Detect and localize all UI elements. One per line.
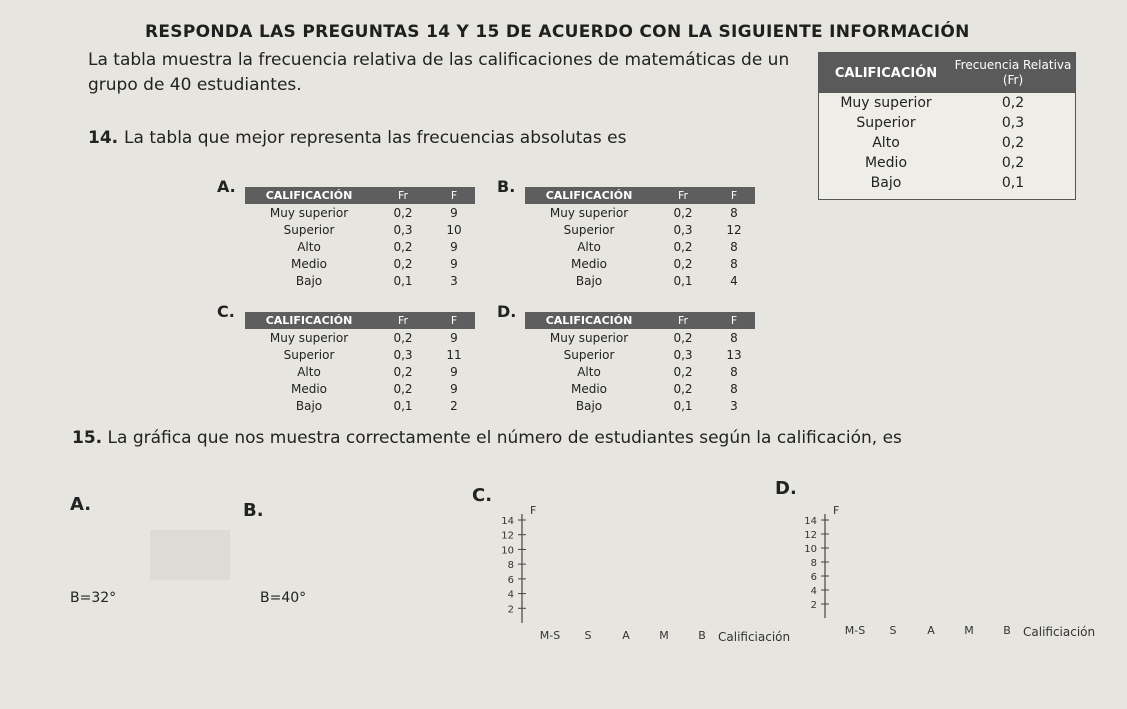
x-tick-label: B <box>1003 624 1011 637</box>
y-axis-label: F <box>530 504 537 517</box>
question-14-number: 14. <box>88 128 119 148</box>
col-calificacion: CALIFICACIÓN <box>265 189 353 202</box>
question-15-number: 15. <box>72 428 103 448</box>
cell: Bajo <box>295 273 323 288</box>
x-tick-label: M <box>659 629 669 642</box>
cell: 9 <box>450 239 458 254</box>
row-fr: 0,2 <box>1001 135 1025 151</box>
table-row <box>819 113 1075 133</box>
x-tick-label: M <box>964 624 974 637</box>
reference-table <box>818 52 1076 200</box>
col-calificacion: CALIFICACIÓN <box>545 314 633 327</box>
option-table-header <box>245 312 475 329</box>
option-letter: A. <box>217 177 236 196</box>
graph-option-b-letter[interactable]: B. <box>243 500 264 521</box>
col-f: F <box>450 314 458 327</box>
table-row <box>819 153 1075 173</box>
cell: 8 <box>730 330 738 345</box>
row-calificacion: Alto <box>872 135 900 151</box>
table-row <box>245 221 475 238</box>
cell: Medio <box>570 381 608 396</box>
cell: Muy superior <box>549 330 629 345</box>
table-row <box>245 397 475 414</box>
table-row <box>819 173 1075 193</box>
x-tick-label: A <box>927 624 935 637</box>
cell: 0,3 <box>393 347 413 362</box>
cell: 0,2 <box>673 364 693 379</box>
table-row <box>245 255 475 272</box>
table-row <box>525 363 755 380</box>
x-tick-label: M-S <box>844 624 866 637</box>
x-tick-label: M-S <box>539 629 561 642</box>
table-row <box>245 363 475 380</box>
question-15 <box>72 428 902 448</box>
col-calificacion: CALIFICACIÓN <box>265 314 353 327</box>
cell: Superior <box>283 347 335 362</box>
option-table-c[interactable] <box>217 302 475 414</box>
cell: 0,2 <box>393 381 413 396</box>
y-tick-label: 4 <box>507 589 514 601</box>
cell: Muy superior <box>269 330 349 345</box>
table-row <box>525 380 755 397</box>
option-letter: B. <box>497 177 516 196</box>
cell: 13 <box>726 347 742 362</box>
row-fr: 0,1 <box>1001 175 1025 191</box>
option-letter: D. <box>497 302 517 321</box>
option-table-header <box>525 187 755 204</box>
cell: 0,1 <box>673 273 693 288</box>
cell: 8 <box>730 256 738 271</box>
question-15-text: La gráfica que nos muestra correctamente el número de estudiantes según la calificación, es <box>107 428 902 448</box>
cell: 0,3 <box>673 347 693 362</box>
cell: 8 <box>730 205 738 220</box>
row-calificacion: Bajo <box>870 175 902 191</box>
option-table-a[interactable] <box>217 177 475 289</box>
row-calificacion: Medio <box>864 155 908 171</box>
table-row <box>525 329 755 346</box>
y-tick-label: 6 <box>507 574 514 586</box>
cell: Medio <box>570 256 608 271</box>
cell: 0,3 <box>673 222 693 237</box>
question-14 <box>88 128 626 148</box>
cell: 2 <box>450 398 458 413</box>
col-f: F <box>730 189 738 202</box>
table-row <box>525 397 755 414</box>
col-fr: Fr <box>397 314 409 327</box>
cell: Alto <box>297 239 321 254</box>
faded-graph-a <box>150 530 230 580</box>
table-row <box>245 272 475 289</box>
cell: 0,3 <box>393 222 413 237</box>
cell: Superior <box>283 222 335 237</box>
col-fr: Fr <box>397 189 409 202</box>
y-tick-label: 6 <box>810 572 817 583</box>
y-tick-label: 8 <box>507 560 514 572</box>
cell: 0,2 <box>393 330 413 345</box>
row-calificacion: Superior <box>856 115 916 131</box>
cell: 8 <box>730 381 738 396</box>
reference-col-calificacion: CALIFICACIÓN <box>834 65 938 81</box>
cell: Alto <box>577 239 601 254</box>
cell: 9 <box>450 256 458 271</box>
cell: Bajo <box>575 273 603 288</box>
cell: 9 <box>450 330 458 345</box>
y-tick-label: 14 <box>804 516 817 527</box>
x-axis-label: Calificiación <box>718 630 791 644</box>
option-letter: C. <box>217 302 235 321</box>
x-tick-label: A <box>622 629 630 642</box>
x-axis-label: Calificiación <box>1023 625 1096 639</box>
cell: 0,1 <box>393 273 413 288</box>
row-calificacion: Muy superior <box>840 95 932 111</box>
cell: 9 <box>450 381 458 396</box>
intro-text: La tabla muestra la frecuencia relativa de las calificaciones de matemáticas de un grupo de 40 estudiantes. <box>88 50 790 95</box>
cell: 0,1 <box>673 398 693 413</box>
cell: Alto <box>297 364 321 379</box>
option-table-header <box>245 187 475 204</box>
table-row <box>245 346 475 363</box>
y-tick-label: 2 <box>810 600 817 611</box>
cell: Bajo <box>575 398 603 413</box>
reference-table-header <box>819 53 1075 93</box>
table-row <box>525 346 755 363</box>
option-table-d[interactable] <box>497 302 755 414</box>
y-tick-label: 10 <box>501 545 514 557</box>
col-f: F <box>450 189 458 202</box>
cell: 0,2 <box>393 256 413 271</box>
cell: 9 <box>450 205 458 220</box>
cell: 0,2 <box>673 256 693 271</box>
cell: 0,2 <box>673 239 693 254</box>
table-row <box>245 238 475 255</box>
cell: 9 <box>450 364 458 379</box>
table-row <box>525 204 755 221</box>
table-row <box>819 133 1075 153</box>
graph-option-b-value: B=40° <box>260 590 307 606</box>
y-tick-label: 14 <box>501 516 514 527</box>
cell: 0,2 <box>393 364 413 379</box>
cell: 4 <box>730 273 738 288</box>
cell: 0,2 <box>393 239 413 254</box>
col-fr: Fr <box>677 189 689 202</box>
cell: Superior <box>563 347 615 362</box>
table-row <box>245 329 475 346</box>
cell: Medio <box>290 381 328 396</box>
cell: 3 <box>730 398 738 413</box>
chart-option-d <box>785 490 1115 665</box>
row-fr: 0,3 <box>1001 115 1025 131</box>
x-tick-label: S <box>584 629 592 642</box>
col-f: F <box>730 314 738 327</box>
graph-option-c-letter[interactable]: C. <box>472 485 493 506</box>
table-row <box>819 93 1075 113</box>
y-tick-label: 8 <box>810 558 817 569</box>
section-header: RESPONDA LAS PREGUNTAS 14 Y 15 DE ACUERDO CON LA SIGUIENTE INFORMACIÓN <box>145 22 970 42</box>
cell: 0,1 <box>393 398 413 413</box>
graph-option-a-letter[interactable]: A. <box>70 494 92 515</box>
cell: Muy superior <box>269 205 349 220</box>
table-row <box>525 272 755 289</box>
cell: 0,2 <box>673 205 693 220</box>
cell: Medio <box>290 256 328 271</box>
option-table-b[interactable] <box>497 177 755 289</box>
question-14-text: La tabla que mejor representa las frecuencias absolutas es <box>124 128 627 148</box>
cell: 3 <box>450 273 458 288</box>
cell: 12 <box>726 222 742 237</box>
y-axis-label: F <box>833 504 840 517</box>
cell: 0,2 <box>393 205 413 220</box>
reference-col-frecuencia: Frecuencia Relativa (Fr) <box>954 58 1072 87</box>
cell: 8 <box>730 239 738 254</box>
cell: 0,2 <box>673 381 693 396</box>
graph-option-a-value: B=32° <box>70 590 117 606</box>
row-fr: 0,2 <box>1001 95 1025 111</box>
y-tick-label: 10 <box>804 544 817 555</box>
cell: 11 <box>446 347 462 362</box>
x-tick-label: B <box>698 629 706 642</box>
cell: Muy superior <box>549 205 629 220</box>
cell: Alto <box>577 364 601 379</box>
y-tick-label: 2 <box>507 604 514 616</box>
col-fr: Fr <box>677 314 689 327</box>
cell: 10 <box>446 222 462 237</box>
chart-option-c <box>480 495 810 670</box>
table-row <box>525 238 755 255</box>
x-tick-label: S <box>889 624 897 637</box>
cell: Bajo <box>295 398 323 413</box>
table-row <box>525 255 755 272</box>
cell: 8 <box>730 364 738 379</box>
table-row <box>245 380 475 397</box>
table-row <box>525 221 755 238</box>
graph-option-d-letter[interactable]: D. <box>775 478 797 499</box>
cell: Superior <box>563 222 615 237</box>
cell: 0,2 <box>673 330 693 345</box>
option-table-header <box>525 312 755 329</box>
y-tick-label: 12 <box>501 530 514 542</box>
row-fr: 0,2 <box>1001 155 1025 171</box>
y-tick-label: 12 <box>804 530 817 541</box>
col-calificacion: CALIFICACIÓN <box>545 189 633 202</box>
y-tick-label: 4 <box>810 586 817 597</box>
table-row <box>245 204 475 221</box>
